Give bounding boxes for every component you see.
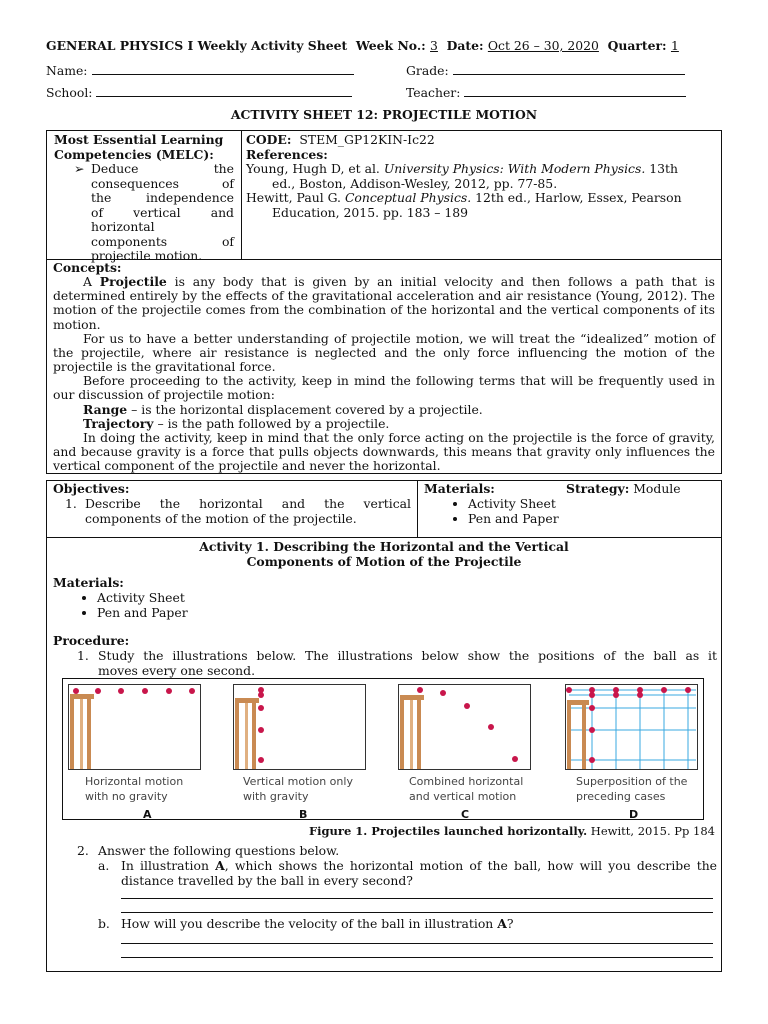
code-label: CODE:: [246, 132, 292, 147]
ref1-authors: Young, Hugh D, et al.: [246, 161, 384, 176]
panel-a-caption: [85, 774, 183, 804]
panel-d-illustration: [565, 684, 698, 770]
panel-b-letter: B: [299, 808, 308, 821]
answer-lines-b[interactable]: [47, 930, 721, 958]
ball: [189, 688, 195, 694]
answer-line[interactable]: [121, 885, 713, 899]
activity-title-line-1: Activity 1. Describing the Horizontal and the Vertical: [199, 539, 569, 554]
teacher-field[interactable]: [406, 84, 686, 100]
panel-a-letter: A: [143, 808, 152, 821]
materials-item: • Activity Sheet: [468, 496, 715, 511]
qa-rest: , which shows the horizontal motion of the ball, how will you describe the: [224, 858, 718, 873]
ball: [589, 757, 595, 763]
panel-c-letter: C: [461, 808, 470, 821]
arrow-bullet-icon: ➢: [74, 161, 85, 176]
qb-start: How will you describe the velocity of the ball in illustration: [121, 916, 498, 931]
sheet-header: [46, 38, 679, 53]
melc-line: the independence: [91, 190, 234, 205]
ball: [488, 724, 494, 730]
header-title: GENERAL PHYSICS I Weekly Activity Sheet: [46, 38, 348, 53]
objective-number: 1.: [65, 496, 77, 511]
projectile-term: Projectile: [99, 274, 167, 290]
melc-bullet: [54, 162, 234, 264]
step-2-number: 2.: [77, 843, 89, 858]
concepts-paragraph-1: [53, 275, 715, 332]
panel-a-caption-line-2: with no gravity: [85, 790, 168, 803]
ball: [589, 727, 595, 733]
ref2-authors: Hewitt, Paul G.: [246, 190, 345, 205]
school-label: School:: [46, 85, 93, 100]
ball: [142, 688, 148, 694]
ref2-edition: 12th ed., Harlow, Essex, Pearson: [471, 190, 682, 205]
ball: [258, 705, 264, 711]
range-term: Range: [83, 401, 128, 417]
school-field[interactable]: [46, 84, 352, 100]
melc-box: [46, 130, 242, 263]
strategy-value: Module: [633, 481, 681, 496]
ball: [589, 705, 595, 711]
reference-1: [246, 162, 717, 177]
step-1-number: 1.: [77, 648, 89, 663]
step-1-line-2: moves every one second.: [98, 663, 256, 678]
ball: [685, 687, 691, 693]
ball: [566, 687, 572, 693]
grade-field[interactable]: [406, 62, 685, 78]
ref1-book-title: University Physics: With Modern Physics.: [383, 161, 646, 176]
answer-line[interactable]: [121, 899, 713, 913]
grade-blank[interactable]: [453, 62, 685, 75]
melc-heading-1: Most Essential Learning: [54, 132, 224, 147]
activity-material-item: • Activity Sheet: [97, 590, 713, 605]
materials-list: [424, 496, 715, 526]
objective-line-1: Describe the horizontal and the vertical: [85, 496, 411, 511]
concepts-paragraph-2: For us to have a better understanding of projectile motion, we will treat the “idealized” motion of the projectile, where air resistance is neglected and the only force influencing the motion of the projectile is the gravitational force.: [53, 330, 715, 375]
panel-d-caption-line-2: preceding cases: [576, 790, 666, 803]
quarter-value: 1: [670, 38, 679, 53]
objectives-label: Objectives:: [53, 481, 130, 496]
materials-label: Materials:: [424, 481, 495, 496]
grade-label: Grade:: [406, 63, 449, 78]
concepts-box: [46, 259, 722, 474]
concepts-label: Concepts:: [53, 260, 122, 275]
answer-lines-a[interactable]: [47, 885, 721, 913]
materials-strategy-box: [417, 480, 722, 538]
melc-line: Deduce the: [91, 161, 234, 176]
step-2-text: Answer the following questions below.: [98, 843, 340, 858]
qb-illustration-ref: A: [497, 916, 507, 931]
qb-rest: ?: [506, 916, 514, 931]
concepts-paragraph-3: Before proceeding to the activity, keep in mind the following terms that will be frequently used in our discussion of projectile motion:: [53, 373, 715, 403]
ball: [73, 688, 79, 694]
ball: [258, 692, 264, 698]
teacher-blank[interactable]: [464, 84, 686, 97]
procedure-label: Procedure:: [53, 633, 130, 648]
panel-b-caption: [243, 774, 353, 804]
trajectory-definition: [53, 417, 715, 431]
panel-a-illustration: [68, 684, 201, 770]
range-def: – is the horizontal displacement covered by a projectile.: [127, 401, 483, 417]
activity-material-item: • Pen and Paper: [97, 605, 713, 620]
ball: [440, 690, 446, 696]
step-1-line-1: Study the illustrations below. The illustrations below show the positions of the ball as it: [98, 648, 717, 663]
ball: [258, 757, 264, 763]
figure-caption-source: Hewitt, 2015. Pp 184: [587, 824, 715, 838]
melc-line: components of: [91, 233, 234, 249]
melc-line: of vertical and: [91, 204, 234, 220]
ref1-publisher: ed., Boston, Addison-Wesley, 2012, pp. 77-85.: [272, 175, 558, 191]
p1-start: A: [83, 274, 100, 290]
objective-line-2: components of the motion of the projectile.: [85, 511, 357, 526]
step-2-row: [53, 843, 717, 858]
objectives-box: [46, 480, 418, 538]
week-value: 3: [430, 38, 438, 53]
activity-materials-label: Materials:: [53, 575, 124, 590]
ref2-book-title: Conceptual Physics.: [344, 190, 472, 205]
melc-line: consequences of: [91, 175, 234, 191]
panel-c-caption: [409, 774, 523, 804]
ball: [661, 687, 667, 693]
ball: [417, 687, 423, 693]
panel-b-caption-line-2: with gravity: [243, 790, 309, 803]
figure-1-projectiles: [62, 678, 704, 820]
panel-d-letter: D: [629, 808, 639, 821]
melc-line: horizontal: [91, 219, 155, 234]
date-value: Oct 26 – 30, 2020: [487, 38, 599, 53]
table-top: [70, 694, 94, 699]
activity-materials-list: [53, 590, 713, 620]
panel-d-caption-line-1: Superposition of the: [576, 775, 688, 788]
question-b: [53, 916, 717, 931]
procedure-step-2: [53, 843, 717, 888]
week-label: Week No.:: [355, 38, 426, 53]
panel-b-caption-line-1: Vertical motion only: [243, 775, 353, 788]
ball: [166, 688, 172, 694]
question-b-row: [53, 916, 717, 931]
qa-illustration-ref: A: [215, 858, 225, 873]
melc-line: projectile motion.: [91, 248, 203, 263]
trajectory-term: Trajectory: [83, 415, 154, 431]
date-label: Date:: [446, 38, 484, 53]
sheet-title: ACTIVITY SHEET 12: PROJECTILE MOTION: [230, 107, 538, 122]
objective-item: [53, 496, 411, 526]
answer-line[interactable]: [121, 944, 713, 958]
ball: [637, 692, 643, 698]
figure-caption-title: Figure 1. Projectiles launched horizontally.: [308, 824, 588, 838]
name-label: Name:: [46, 63, 88, 78]
activity-title: [47, 539, 721, 569]
procedure-section: [53, 633, 717, 678]
school-blank[interactable]: [96, 84, 352, 97]
activity-materials: [53, 575, 713, 620]
name-field[interactable]: [46, 62, 354, 78]
panel-a-caption-line-1: Horizontal motion: [85, 775, 184, 788]
question-b-letter: b.: [98, 916, 110, 931]
ball: [464, 703, 470, 709]
melc-heading-2: Competencies (MELC):: [54, 146, 214, 162]
qa-start: In illustration: [121, 858, 216, 873]
ref2-publisher: Education, 2015. pp. 183 – 189: [272, 204, 469, 220]
references-box: [241, 130, 722, 260]
trajectory-def: – is the path followed by a projectile.: [153, 415, 390, 431]
references-label: References:: [246, 146, 328, 162]
panel-b-illustration: [233, 684, 366, 770]
ball: [258, 727, 264, 733]
strategy-label: Strategy:: [566, 481, 630, 496]
panel-c-caption-line-2: and vertical motion: [409, 790, 517, 803]
panel-d-caption: [576, 774, 687, 804]
panel-c-caption-line-1: Combined horizontal: [409, 775, 524, 788]
ball: [118, 688, 124, 694]
panel-c-illustration: [398, 684, 531, 770]
procedure-step-1: [53, 648, 717, 678]
ball: [512, 756, 518, 762]
question-a-line-1: [121, 858, 717, 873]
code-value: STEM_GP12KIN-Ic22: [299, 132, 435, 147]
teacher-label: Teacher:: [406, 85, 461, 100]
ball: [95, 688, 101, 694]
activity-title-line-2: Components of Motion of the Projectile: [246, 554, 522, 569]
reference-2: [246, 191, 717, 206]
melc-text: [91, 162, 234, 264]
quarter-label: Quarter:: [607, 38, 667, 53]
question-a-letter: a.: [98, 858, 110, 873]
name-blank[interactable]: [92, 62, 354, 75]
p1-rest: is any body that is given by an initial velocity and then follows a path that is determined entirely by the effects of the gravitational acceleration and air resistance (Young, 2012). The motion of the projectile comes from the combination of the horizontal and the vertical components of its motion.: [53, 274, 715, 332]
materials-item: • Pen and Paper: [468, 511, 715, 526]
ball: [589, 692, 595, 698]
question-a-line-2: distance travelled by the ball in every second?: [121, 873, 413, 888]
answer-line[interactable]: [121, 930, 713, 944]
ball: [613, 692, 619, 698]
range-definition: [53, 403, 715, 417]
figure-caption: [309, 824, 715, 838]
question-a: [53, 858, 717, 888]
concepts-paragraph-4: In doing the activity, keep in mind that the only force acting on the projectile is the force of gravity, and because gravity is a force that pulls objects downwards, this means that gravity only influences the vertical component of the projectile and never the horizontal.: [53, 429, 715, 474]
ref1-edition: 13th: [645, 161, 678, 176]
